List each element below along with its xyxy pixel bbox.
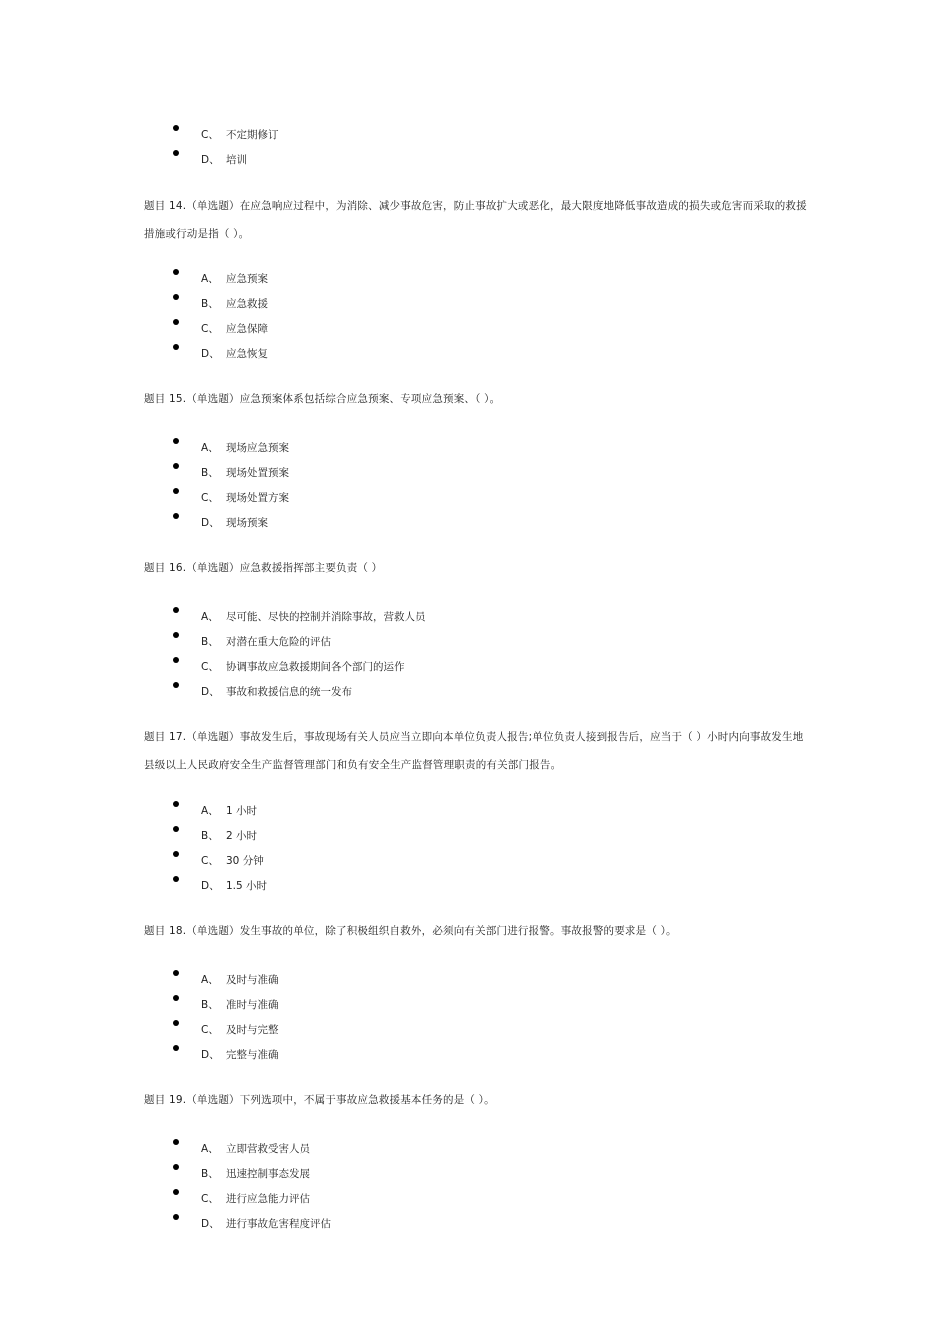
option-text: 及时与完整 xyxy=(226,1024,279,1036)
option-letter: B、 xyxy=(201,830,219,842)
bullet-icon xyxy=(173,319,179,325)
option-letter: A、 xyxy=(201,611,219,623)
option-text: 进行应急能力评估 xyxy=(226,1193,310,1205)
bullet-icon xyxy=(173,463,179,469)
option-text: 迅速控制事态发展 xyxy=(226,1168,310,1180)
bullet-icon xyxy=(173,438,179,444)
bullet-icon xyxy=(173,1045,179,1051)
option-text: 对潜在重大危险的评估 xyxy=(226,636,331,648)
option-text: 应急保障 xyxy=(226,323,268,335)
option-letter: B、 xyxy=(201,467,219,479)
bullet-icon xyxy=(173,1164,179,1170)
option-letter: D、 xyxy=(201,686,220,698)
option-text: 应急预案 xyxy=(226,273,268,285)
option-text: 完整与准确 xyxy=(226,1049,279,1061)
option-letter: D、 xyxy=(201,1218,220,1230)
bullet-icon xyxy=(173,1020,179,1026)
bullet-icon xyxy=(173,269,179,275)
bullet-icon xyxy=(173,995,179,1001)
bullet-icon xyxy=(173,488,179,494)
option-letter: A、 xyxy=(201,1143,219,1155)
option-text: 1.5 小时 xyxy=(226,880,268,892)
option-text: 培训 xyxy=(226,154,247,166)
option-text: 及时与准确 xyxy=(226,974,279,986)
question-16-text: 题目 16.（单选题）应急救援指挥部主要负责（ ） xyxy=(144,562,383,574)
bullet-icon xyxy=(173,876,179,882)
option-text: 进行事故危害程度评估 xyxy=(226,1218,331,1230)
option-letter: D、 xyxy=(201,154,220,166)
option-text: 准时与准确 xyxy=(226,999,279,1011)
option-letter: C、 xyxy=(201,855,219,867)
option-letter: B、 xyxy=(201,999,219,1011)
option-text: 现场预案 xyxy=(226,517,268,529)
option-text: 现场应急预案 xyxy=(226,442,289,454)
option-text: 应急恢复 xyxy=(226,348,268,360)
option-text: 现场处置预案 xyxy=(226,467,289,479)
option-text: 1 小时 xyxy=(226,805,258,817)
bullet-icon xyxy=(173,1139,179,1145)
bullet-icon xyxy=(173,657,179,663)
bullet-icon xyxy=(173,150,179,156)
question-14-text: 题目 14.（单选题）在应急响应过程中，为消除、减少事故危害，防止事故扩大或恶化，最大限度地降低事故造成的损失或危害而采取的救援措施或行动是指（ ）。 xyxy=(144,200,807,240)
bullet-icon xyxy=(173,970,179,976)
option-letter: D、 xyxy=(201,348,220,360)
option-letter: A、 xyxy=(201,273,219,285)
option-text: 事故和救援信息的统一发布 xyxy=(226,686,352,698)
option-letter: C、 xyxy=(201,323,219,335)
option-letter: B、 xyxy=(201,1168,219,1180)
bullet-icon xyxy=(173,826,179,832)
option-letter: D、 xyxy=(201,517,220,529)
bullet-icon xyxy=(173,801,179,807)
option-letter: C、 xyxy=(201,1024,219,1036)
bullet-icon xyxy=(173,607,179,613)
bullet-icon xyxy=(173,344,179,350)
option-text: 协调事故应急救援期间各个部门的运作 xyxy=(226,661,405,673)
question-17-text: 题目 17.（单选题）事故发生后，事故现场有关人员应当立即向本单位负责人报告;单位负责人接到报告后，应当于（ ）小时内向事故发生地县级以上人民政府安全生产监督管理部门和负有安全生产监督管理职责的有关部门报告。 xyxy=(144,731,804,771)
option-text: 30 分钟 xyxy=(226,855,264,867)
option-letter: C、 xyxy=(201,129,219,141)
option-letter: C、 xyxy=(201,492,219,504)
option-letter: A、 xyxy=(201,442,219,454)
option-letter: C、 xyxy=(201,661,219,673)
bullet-icon xyxy=(173,1189,179,1195)
option-letter: C、 xyxy=(201,1193,219,1205)
option-text: 尽可能、尽快的控制并消除事故，营救人员 xyxy=(226,611,426,623)
option-letter: B、 xyxy=(201,298,219,310)
question-19-text: 题目 19.（单选题）下列选项中，不属于事故应急救援基本任务的是（ ）。 xyxy=(144,1094,495,1106)
bullet-icon xyxy=(173,125,179,131)
bullet-icon xyxy=(173,1214,179,1220)
option-text: 2 小时 xyxy=(226,830,258,842)
bullet-icon xyxy=(173,294,179,300)
bullet-icon xyxy=(173,513,179,519)
option-text: 现场处置方案 xyxy=(226,492,289,504)
option-text: 应急救援 xyxy=(226,298,268,310)
option-text: 不定期修订 xyxy=(226,129,279,141)
bullet-icon xyxy=(173,632,179,638)
bullet-icon xyxy=(173,851,179,857)
option-letter: B、 xyxy=(201,636,219,648)
question-18-text: 题目 18.（单选题）发生事故的单位，除了积极组织自救外，必须向有关部门进行报警。事故报警的要求是（ ）。 xyxy=(144,925,677,937)
question-15-text: 题目 15.（单选题）应急预案体系包括综合应急预案、专项应急预案、（ ）。 xyxy=(144,393,501,405)
option-text: 立即营救受害人员 xyxy=(226,1143,310,1155)
option-letter: A、 xyxy=(201,974,219,986)
option-letter: D、 xyxy=(201,1049,220,1061)
option-letter: A、 xyxy=(201,805,219,817)
bullet-icon xyxy=(173,682,179,688)
option-letter: D、 xyxy=(201,880,220,892)
